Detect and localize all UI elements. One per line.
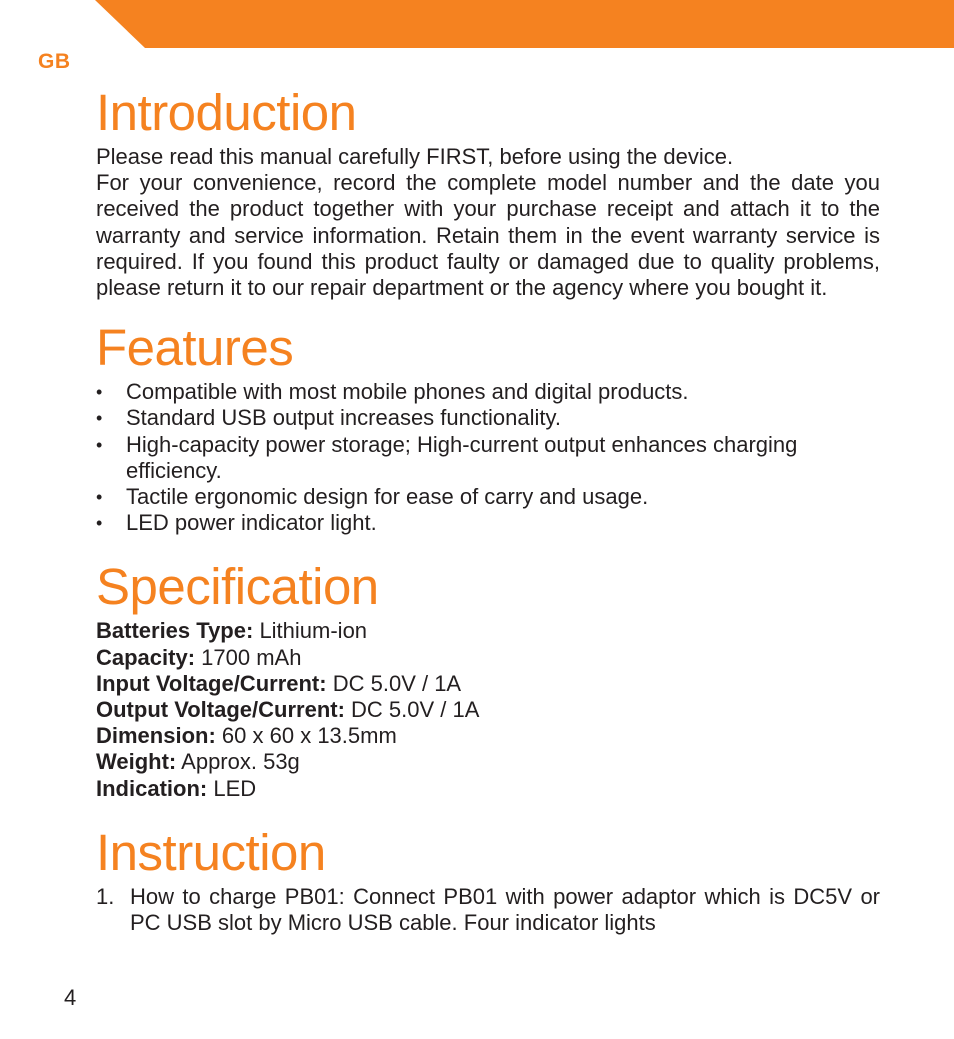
instruction-heading: Instruction [96,823,326,881]
spec-value: 60 x 60 x 13.5mm [221,723,397,749]
instruction-text: How to charge PB01: Connect PB01 with power adaptor which is DC5V or PC USB slot by Micro USB cable. Four indicator lights [130,883,880,936]
language-tag: GB [38,50,71,73]
spec-label: Output Voltage/Current: [96,697,345,723]
spec-row-weight [96,749,880,775]
page-content [96,82,880,936]
feature-item [96,484,880,510]
bullet-icon: • [96,382,103,403]
introduction-body: For your convenience, record the complete model number and the date you received the product together with your purchase receipt and attach it to the warranty and service information. Retain them in the event warranty service is required. If you found this product faulty or damaged due to quality problems, please return it to our repair department or the agency where you bought it. [96,170,880,301]
feature-item [96,432,880,484]
spec-row-capacity [96,645,880,671]
features-section [96,317,880,536]
instruction-item [96,884,880,936]
spec-value: Lithium-ion [259,618,368,644]
spec-value: DC 5.0V / 1A [332,670,462,696]
spec-row-input [96,671,880,697]
bullet-icon: • [96,513,103,534]
spec-row-indication [96,776,880,802]
introduction-heading: Introduction [96,84,357,141]
instruction-number: 1. [96,883,115,909]
spec-label: Weight: [96,749,177,775]
features-list [96,379,880,536]
spec-label: Capacity: [96,644,196,670]
features-heading: Features [96,319,294,377]
feature-text: High-capacity power storage; High-current output enhances charging efficiency. [126,431,798,483]
specification-heading: Specification [96,558,379,616]
introduction-first-line: Please read this manual carefully FIRST, before using the device. [96,144,734,169]
feature-text: Standard USB output increases functionality. [126,405,561,431]
feature-item [96,379,880,405]
spec-value: LED [213,775,257,801]
spec-row-battery-type [96,618,880,644]
header-banner [0,0,954,48]
feature-item [96,510,880,536]
feature-text: LED power indicator light. [126,510,377,536]
introduction-section [96,82,880,301]
bullet-icon: • [96,408,103,429]
spec-label: Batteries Type: [96,618,254,644]
specification-section [96,556,880,801]
spec-label: Input Voltage/Current: [96,670,327,696]
spec-value: DC 5.0V / 1A [351,697,480,723]
bullet-icon: • [96,487,103,508]
feature-text: Compatible with most mobile phones and digital products. [126,379,689,405]
bullet-icon: • [96,434,103,455]
feature-item [96,405,880,431]
instruction-section [96,822,880,936]
spec-row-output [96,697,880,723]
feature-text: Tactile ergonomic design for ease of carry and usage. [126,484,649,510]
header-banner-shape [95,0,954,48]
spec-value: Approx. 53g [181,749,300,775]
spec-label: Dimension: [96,723,216,749]
spec-label: Indication: [96,775,208,801]
spec-row-dimension [96,723,880,749]
page-number: 4 [64,985,77,1010]
spec-value: 1700 mAh [201,644,302,670]
